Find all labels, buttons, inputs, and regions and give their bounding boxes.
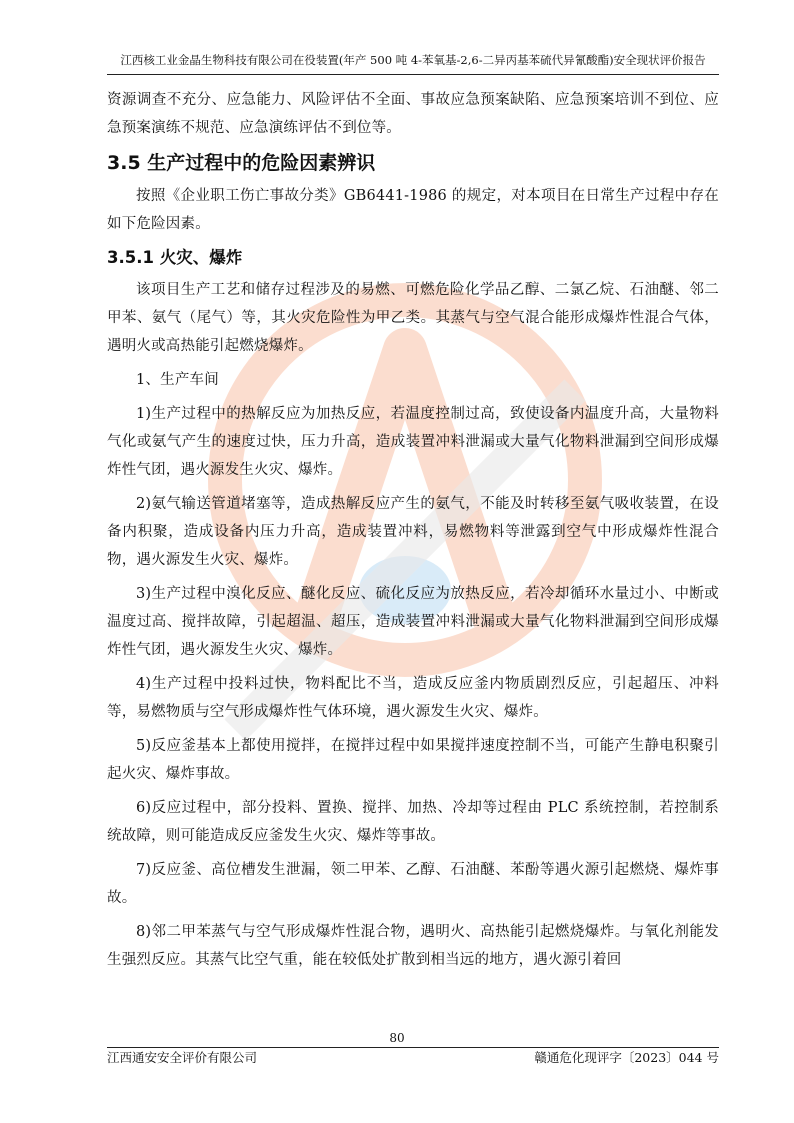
- section-intro: 按照《企业职工伤亡事故分类》GB6441-1986 的规定，对本项目在日常生产过程中存在如下危险因素。: [107, 188, 719, 232]
- footer-company: 江西通安安全评价有限公司: [107, 1050, 258, 1065]
- footer-doc-number: 赣通危化现评字〔2023〕044 号: [534, 1050, 719, 1065]
- hazard-item-4: 4)生产过程中投料过快，物料配比不当，造成反应釜内物质剧烈反应，引起超压、冲料等，易燃物质与空气形成爆炸性气体环境，遇火源发生火灾、爆炸。: [107, 676, 719, 720]
- hazard-item-3: 3)生产过程中溴化反应、醚化反应、硫化反应为放热反应，若冷却循环水量过小、中断或温度过高、搅拌故障，引起超温、超压，造成装置冲料泄漏或大量气化物料泄漏到空间形成爆炸性气团，遇火源发生火灾、爆炸。: [107, 586, 719, 658]
- intro-continuation: 资源调查不充分、应急能力、风险评估不全面、事故应急预案缺陷、应急预案培训不到位、应急预案演练不规范、应急演练评估不到位等。: [107, 92, 719, 136]
- hazard-item-1: 1)生产过程中的热解反应为加热反应，若温度控制过高，致使设备内温度升高，大量物料气化或氨气产生的速度过快，压力升高，造成装置冲料泄漏或大量气化物料泄漏到空间形成爆炸性气团，遇火源发生火灾、爆炸。: [107, 406, 719, 478]
- page-number: 80: [389, 1031, 405, 1045]
- hazard-item-5: 5)反应釜基本上都使用搅拌，在搅拌过程中如果搅拌速度控制不当，可能产生静电积聚引起火灾、爆炸事故。: [107, 738, 719, 782]
- section-heading: 3.5 生产过程中的危险因素辨识: [107, 152, 376, 174]
- subsection-heading: 3.5.1 火灾、爆炸: [107, 248, 243, 267]
- subsection-intro: 该项目生产工艺和储存过程涉及的易燃、可燃危险化学品乙醇、二氯乙烷、石油醚、邻二甲苯、氨气（尾气）等，其火灾危险性为甲乙类。其蒸气与空气混合能形成爆炸性混合气体，遇明火或高热能引起燃烧爆炸。: [107, 282, 719, 354]
- page-header: 江西核工业金晶生物科技有限公司在役装置(年产 500 吨 4-苯氧基-2,6-二异丙基苯硫代异氰酸酯)安全现状评价报告: [120, 53, 706, 67]
- hazard-item-7: 7)反应釜、高位槽发生泄漏，领二甲苯、乙醇、石油醚、苯酚等遇火源引起燃烧、爆炸事故。: [107, 862, 719, 906]
- hazard-item-6: 6)反应过程中，部分投料、置换、搅拌、加热、冷却等过程由 PLC 系统控制，若控制系统故障，则可能造成反应釜发生火灾、爆炸等事故。: [107, 800, 719, 844]
- document-body: [107, 86, 719, 980]
- list-title: 1、生产车间: [136, 372, 219, 388]
- hazard-item-8: 8)邻二甲苯蒸气与空气形成爆炸性混合物，遇明火、高热能引起燃烧爆炸。与氧化剂能发生强烈反应。其蒸气比空气重，能在较低处扩散到相当远的地方，遇火源引着回: [107, 924, 719, 968]
- hazard-item-2: 2)氨气输送管道堵塞等，造成热解反应产生的氨气，不能及时转移至氨气吸收装置，在设备内积聚，造成设备内压力升高，造成装置冲料，易燃物料等泄露到空气中形成爆炸性混合物，遇火源发生火灾、爆炸。: [107, 496, 719, 568]
- footer-divider: [107, 1047, 719, 1048]
- header-divider: [107, 74, 719, 75]
